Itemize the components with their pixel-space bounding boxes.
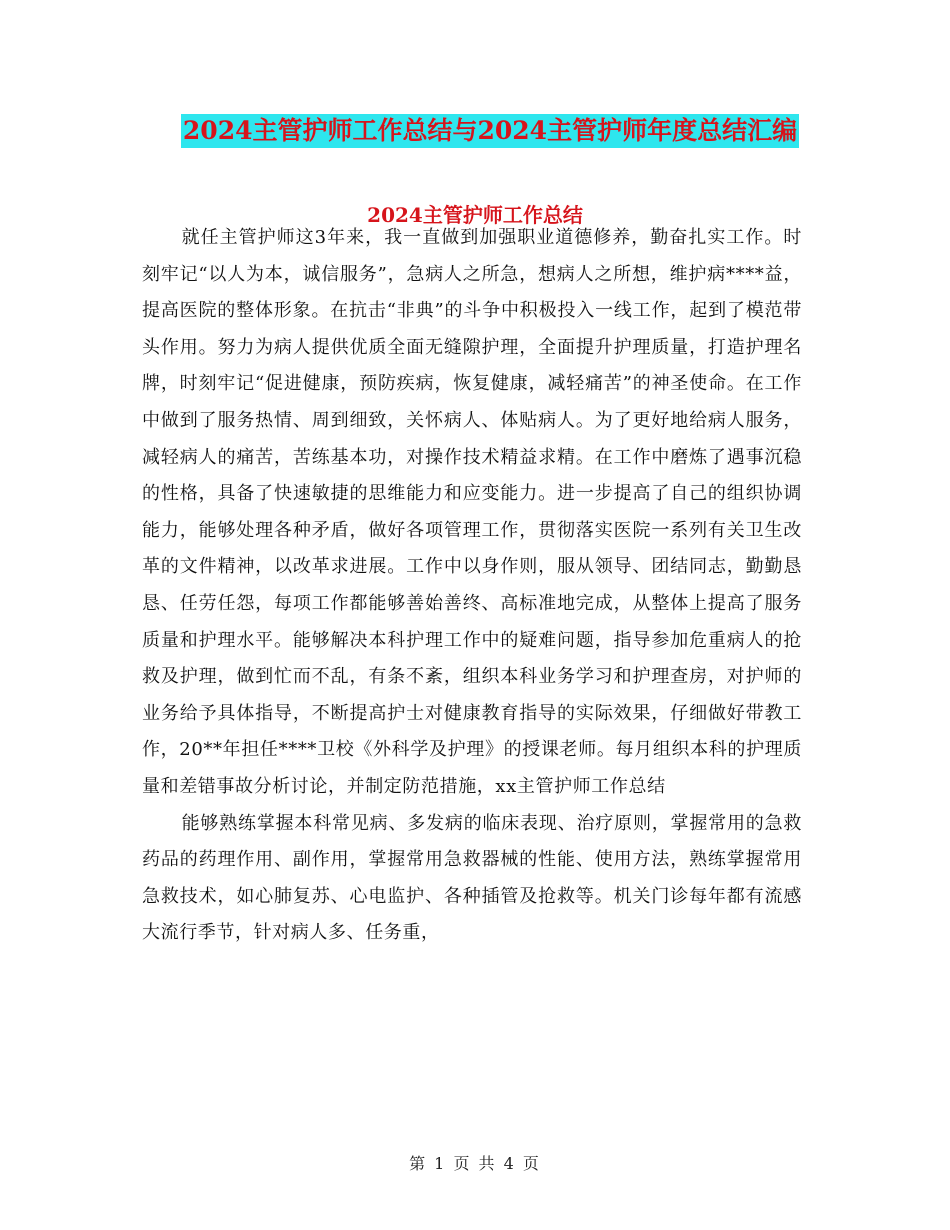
document-title-container (0, 114, 950, 148)
paragraph-1: 就任主管护师这3年来，我一直做到加强职业道德修养，勤奋扎实工作。时刻牢记“以人为本，诚信服务”，急病人之所急，想病人之所想，维护病****益，提高医院的整体形象。在抗击“非典”的斗争中积极投入一线工作，起到了模范带头作用。努力为病人提供优质全面无缝隙护理，全面提升护理质量，打造护理名牌，时刻牢记“促进健康，预防疾病，恢复健康，减轻痛苦”的神圣使命。在工作中做到了服务热情、周到细致，关怀病人、体贴病人。为了更好地给病人服务，减轻病人的痛苦，苦练基本功，对操作技术精益求精。在工作中磨炼了遇事沉稳的性格，具备了快速敏捷的思维能力和应变能力。进一步提高了自己的组织协调能力，能够处理各种矛盾，做好各项管理工作，贯彻落实医院一系列有关卫生改革的文件精神，以改革求进展。工作中以身作则，服从领导、团结同志，勤勤恳恳、任劳任怨，每项工作都能够善始善终、高标准地完成，从整体上提高了服务质量和护理水平。能够解决本科护理工作中的疑难问题，指导参加危重病人的抢救及护理，做到忙而不乱，有条不紊，组织本科业务学习和护理查房，对护师的业务给予具体指导，不断提高护士对健康教育指导的实际效果，仔细做好带教工作，20**年担任****卫校《外科学及护理》的授课老师。每月组织本科的护理质量和差错事故分析讨论，并制定防范措施，xx主管护师工作总结 (142, 227, 802, 797)
paragraph-2: 能够熟练掌握本科常见病、多发病的临床表现、治疗原则，掌握常用的急救药品的药理作用、副作用，掌握常用急救器械的性能、使用方法，熟练掌握常用急救技术，如心肺复苏、心电监护、各种插管及抢救等。机关门诊每年都有流感大流行季节，针对病人多、任务重， (142, 812, 802, 944)
section-title: 2024主管护师工作总结 (367, 203, 583, 227)
document-title: 2024主管护师工作总结与2024主管护师年度总结汇编 (181, 114, 799, 148)
page-footer: 第 1 页 共 4 页 (409, 1154, 541, 1173)
body-text (142, 220, 802, 952)
